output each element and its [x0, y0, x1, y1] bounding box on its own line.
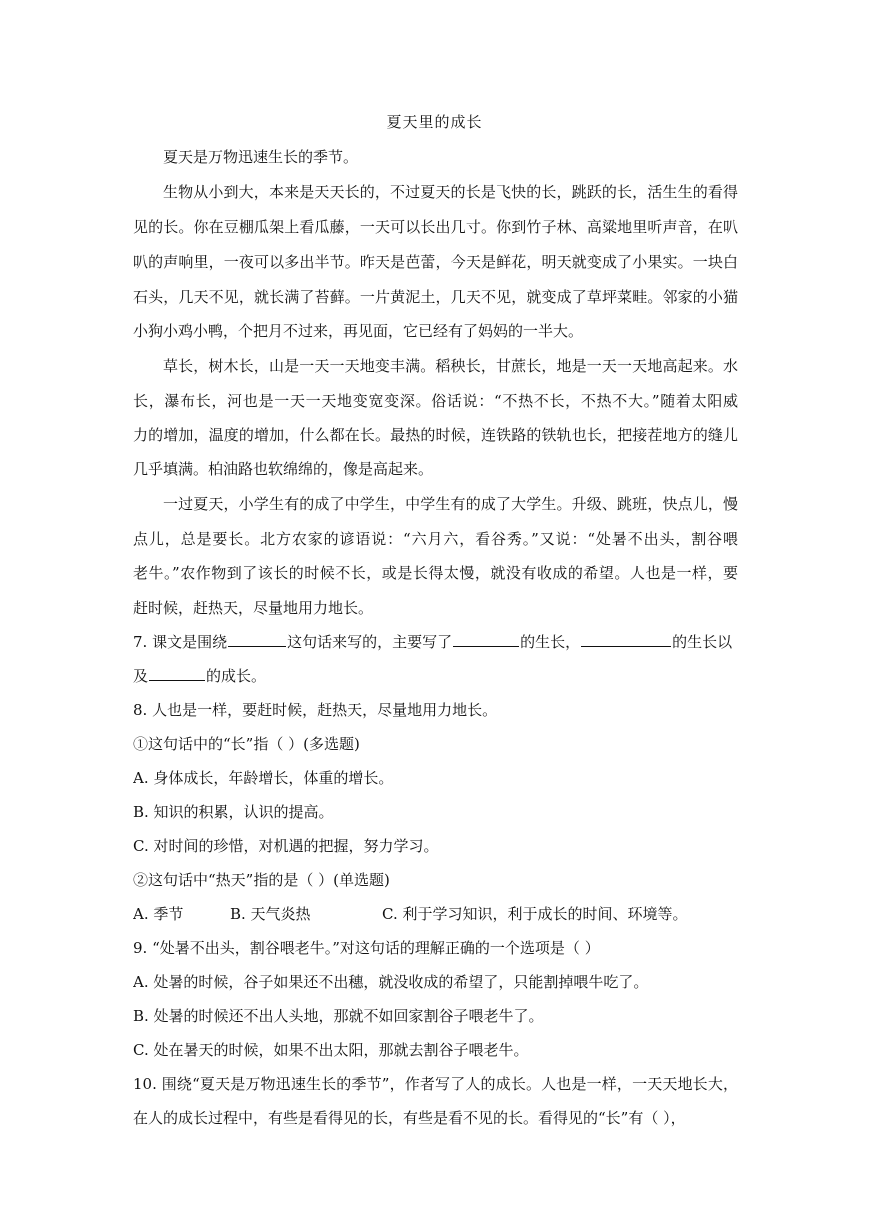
- paragraph-4-line-2: 点儿，总是要长。北方农家的谚语说：“六月六，看谷秀。”又说：“处暑不出头，割谷喂: [133, 530, 738, 548]
- article-title: 夏天里的成长: [386, 113, 483, 131]
- question-8-sub-1: ①这句话中的“长”指（ ）(多选题): [133, 735, 360, 753]
- q8-sub2-option-c[interactable]: C. 利于学习知识，利于成长的时间、环境等。: [382, 905, 688, 923]
- q7-text-e: 及: [133, 667, 149, 685]
- paragraph-2-line-2: 见的长。你在豆棚瓜架上看瓜藤，一天可以长出几寸。你到竹子林、高粱地里听声音，在叭: [133, 218, 738, 236]
- q7-blank-3[interactable]: [581, 632, 671, 647]
- q7-text-f: 的成长。: [206, 667, 267, 685]
- question-8-sub-2-options: [133, 904, 738, 924]
- q8-sub2-option-b[interactable]: B. 天气炎热: [230, 905, 311, 923]
- paragraph-1: 夏天是万物迅速生长的季节。: [163, 148, 359, 166]
- q7-blank-1[interactable]: [228, 632, 286, 647]
- q8-sub2-option-a[interactable]: A. 季节: [133, 905, 184, 923]
- paragraph-2-line-3: 叭的声响里，一夜可以多出半节。昨天是芭蕾，今天是鲜花，明天就变成了小果实。一块白: [133, 253, 738, 271]
- question-8-sub-2: ②这句话中“热天”指的是（ ）(单选题): [133, 871, 390, 889]
- question-8-option-b[interactable]: B. 知识的积累，认识的提高。: [133, 803, 334, 821]
- paragraph-2-line-1: 生物从小到大，本来是天天长的，不过夏天的长是飞快的长，跳跃的长，活生生的看得: [163, 183, 738, 201]
- question-9-option-b[interactable]: B. 处暑的时候还不出人头地，那就不如回家割谷子喂老牛了。: [133, 1007, 544, 1025]
- q7-blank-2[interactable]: [453, 632, 519, 647]
- question-9-option-a[interactable]: A. 处暑的时候，谷子如果还不出穗，就没收成的希望了，只能割掉喂牛吃了。: [133, 973, 649, 991]
- paragraph-2-line-5: 小狗小鸡小鸭，个把月不过来，再见面，它已经有了妈妈的一半大。: [133, 322, 584, 340]
- paragraph-4-line-1: 一过夏天，小学生有的成了中学生，中学生有的成了大学生。升级、跳班，快点儿，慢: [163, 495, 738, 513]
- question-8-option-a[interactable]: A. 身体成长，年龄增长，体重的增长。: [133, 769, 394, 787]
- paragraph-4-line-4: 赶时候，赶热天，尽量地用力地长。: [133, 599, 374, 617]
- q7-blank-4[interactable]: [149, 666, 205, 681]
- q7-text-d: 的生长以: [672, 633, 733, 651]
- question-9-option-c[interactable]: C. 处在暑天的时候，如果不出太阳，那就去割谷子喂老牛。: [133, 1041, 529, 1059]
- question-7-line-2: [133, 666, 738, 686]
- question-8-stem: 8. 人也是一样，要赶时候，赶热天，尽量地用力地长。: [133, 701, 498, 719]
- paragraph-4-line-3: 老牛。”农作物到了该长的时候不长，或是长得太慢，就没有收成的希望。人也是一样，要: [133, 564, 738, 582]
- question-10-line-2: 在人的成长过程中，有些是看得见的长，有些是看不见的长。看得见的“长”有（ ），: [133, 1109, 686, 1127]
- paragraph-3-line-3: 力的增加，温度的增加，什么都在长。最热的时候，连铁路的铁轨也长，把接茬地方的缝儿: [133, 426, 738, 444]
- question-10-line-1: 10. 围绕“夏天是万物迅速生长的季节”，作者写了人的成长。人也是一样，一天天地长大，: [133, 1075, 738, 1093]
- paragraph-3-line-4: 几乎填满。柏油路也软绵绵的，像是高起来。: [133, 460, 434, 478]
- paragraph-2-line-4: 石头，几天不见，就长满了苔藓。一片黄泥土，几天不见，就变成了草坪菜畦。邻家的小猫: [133, 288, 738, 306]
- question-9-stem: 9. “处暑不出头，割谷喂老牛。”对这句话的理解正确的一个选项是（ ）: [133, 939, 600, 957]
- paragraph-3-line-2: 长，瀑布长，河也是一天一天地变宽变深。俗话说：“不热不长，不热不大。”随着太阳威: [133, 392, 738, 410]
- question-8-option-c[interactable]: C. 对时间的珍惜，对机遇的把握，努力学习。: [133, 837, 439, 855]
- paragraph-3-line-1: 草长，树木长，山是一天一天地变丰满。稻秧长，甘蔗长，地是一天一天地高起来。水: [163, 357, 738, 375]
- question-7-line-1: [133, 632, 738, 652]
- q7-text-a: 7. 课文是围绕: [133, 633, 228, 651]
- q7-text-b: 这句话来写的，主要写了: [287, 633, 453, 651]
- q7-text-c: 的生长，: [520, 633, 581, 651]
